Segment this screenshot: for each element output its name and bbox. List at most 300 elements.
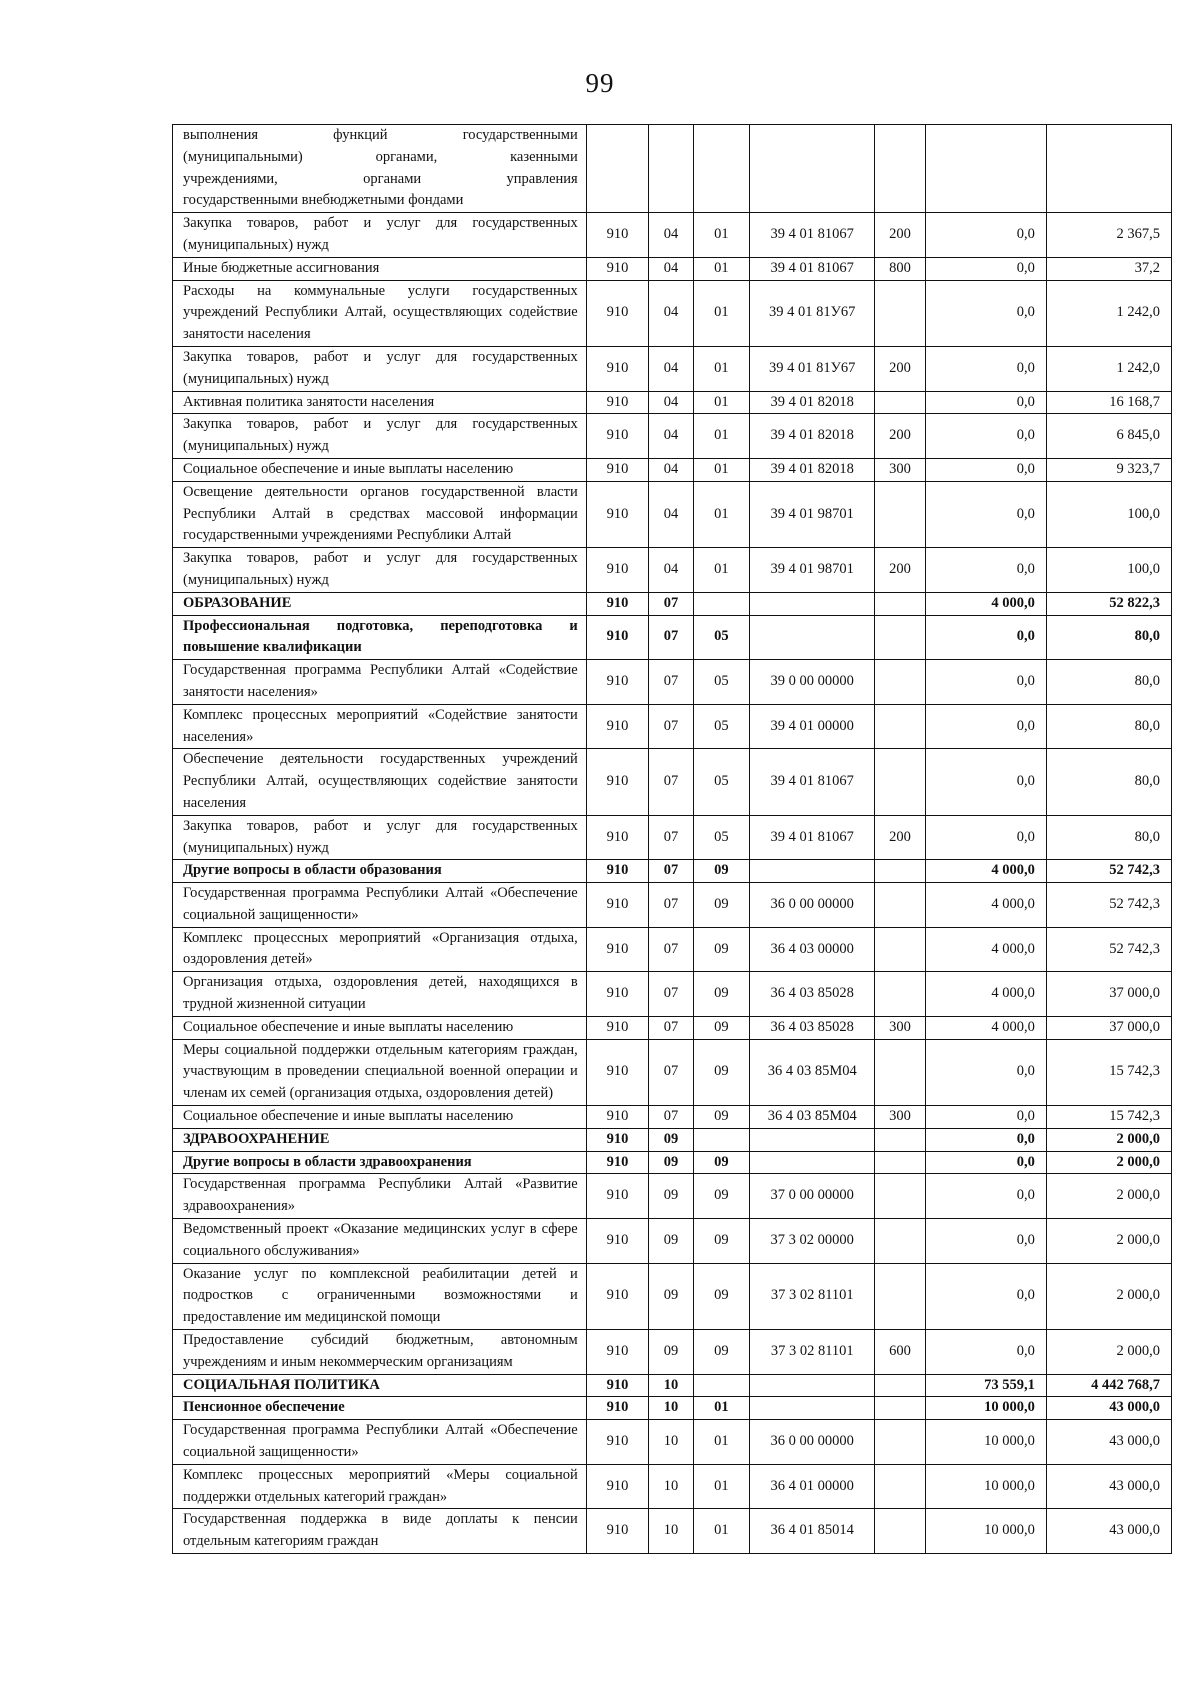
row-name: Другие вопросы в области здравоохранения bbox=[173, 1151, 587, 1174]
cell-vr bbox=[875, 1039, 925, 1105]
table-row bbox=[173, 346, 1172, 391]
cell-vr bbox=[875, 125, 925, 213]
cell-sum-1: 0,0 bbox=[925, 660, 1046, 705]
row-name: Государственная программа Республики Алтай «Содействие занятости населения» bbox=[173, 660, 587, 705]
cell-vr bbox=[875, 280, 925, 346]
table-row bbox=[173, 213, 1172, 258]
cell-sum-1: 0,0 bbox=[925, 280, 1046, 346]
cell-vr: 200 bbox=[875, 548, 925, 593]
cell-rz: 04 bbox=[649, 548, 693, 593]
table-row bbox=[173, 1397, 1172, 1420]
cell-pr bbox=[693, 1128, 750, 1151]
row-name: Социальное обеспечение и иные выплаты населению bbox=[173, 458, 587, 481]
cell-rz: 07 bbox=[649, 615, 693, 660]
cell-sum-2: 80,0 bbox=[1046, 660, 1171, 705]
cell-pr: 01 bbox=[693, 548, 750, 593]
cell-pr: 05 bbox=[693, 615, 750, 660]
cell-vr: 600 bbox=[875, 1330, 925, 1375]
cell-ved: 910 bbox=[586, 860, 649, 883]
cell-sum-1: 4 000,0 bbox=[925, 1016, 1046, 1039]
cell-ved: 910 bbox=[586, 1106, 649, 1129]
cell-pr: 01 bbox=[693, 280, 750, 346]
page-number: 99 bbox=[585, 68, 615, 98]
cell-sum-1: 10 000,0 bbox=[925, 1464, 1046, 1509]
cell-sum-2: 2 000,0 bbox=[1046, 1174, 1171, 1219]
cell-rz: 09 bbox=[649, 1128, 693, 1151]
cell-csr: 36 4 03 85028 bbox=[750, 1016, 875, 1039]
row-name: Закупка товаров, работ и услуг для государственных (муниципальных) нужд bbox=[173, 414, 587, 459]
cell-ved: 910 bbox=[586, 1128, 649, 1151]
cell-vr bbox=[875, 1464, 925, 1509]
table-row bbox=[173, 660, 1172, 705]
row-name-line: (муниципальными) органами, казенными bbox=[183, 148, 578, 165]
cell-csr: 36 4 03 85028 bbox=[750, 972, 875, 1017]
cell-rz: 07 bbox=[649, 592, 693, 615]
row-name: Закупка товаров, работ и услуг для государственных (муниципальных) нужд bbox=[173, 815, 587, 860]
cell-sum-2: 2 000,0 bbox=[1046, 1263, 1171, 1329]
cell-ved: 910 bbox=[586, 1219, 649, 1264]
cell-ved: 910 bbox=[586, 749, 649, 815]
row-name: Закупка товаров, работ и услуг для государственных (муниципальных) нужд bbox=[173, 548, 587, 593]
row-name: Расходы на коммунальные услуги государственных учреждений Республики Алтай, осуществляющих содействие занятости населения bbox=[173, 280, 587, 346]
cell-vr bbox=[875, 1397, 925, 1420]
cell-csr bbox=[750, 1397, 875, 1420]
cell-csr bbox=[750, 1128, 875, 1151]
table-row bbox=[173, 458, 1172, 481]
row-name: Закупка товаров, работ и услуг для государственных (муниципальных) нужд bbox=[173, 346, 587, 391]
cell-pr: 09 bbox=[693, 1263, 750, 1329]
cell-pr: 01 bbox=[693, 213, 750, 258]
cell-vr bbox=[875, 481, 925, 547]
cell-sum-1: 4 000,0 bbox=[925, 860, 1046, 883]
cell-rz: 10 bbox=[649, 1397, 693, 1420]
cell-sum-2: 2 000,0 bbox=[1046, 1151, 1171, 1174]
cell-ved: 910 bbox=[586, 1151, 649, 1174]
cell-csr: 37 3 02 00000 bbox=[750, 1219, 875, 1264]
row-name: Другие вопросы в области образования bbox=[173, 860, 587, 883]
row-name: Закупка товаров, работ и услуг для государственных (муниципальных) нужд bbox=[173, 213, 587, 258]
cell-ved: 910 bbox=[586, 815, 649, 860]
table-row bbox=[173, 1039, 1172, 1105]
cell-csr: 39 4 01 82018 bbox=[750, 414, 875, 459]
row-name: ОБРАЗОВАНИЕ bbox=[173, 592, 587, 615]
cell-pr: 09 bbox=[693, 883, 750, 928]
cell-sum-1 bbox=[925, 125, 1046, 213]
cell-ved: 910 bbox=[586, 972, 649, 1017]
cell-vr bbox=[875, 1374, 925, 1397]
cell-pr bbox=[693, 1374, 750, 1397]
cell-sum-2: 80,0 bbox=[1046, 704, 1171, 749]
budget-table bbox=[172, 124, 1172, 1554]
table-row bbox=[173, 391, 1172, 414]
table-row bbox=[173, 481, 1172, 547]
cell-sum-2: 37 000,0 bbox=[1046, 972, 1171, 1017]
cell-rz: 07 bbox=[649, 749, 693, 815]
cell-vr: 300 bbox=[875, 458, 925, 481]
cell-sum-2: 43 000,0 bbox=[1046, 1397, 1171, 1420]
row-name: Активная политика занятости населения bbox=[173, 391, 587, 414]
cell-pr: 01 bbox=[693, 346, 750, 391]
cell-csr: 39 4 01 81067 bbox=[750, 749, 875, 815]
table-row bbox=[173, 1374, 1172, 1397]
cell-rz: 09 bbox=[649, 1219, 693, 1264]
cell-sum-2: 80,0 bbox=[1046, 615, 1171, 660]
cell-ved: 910 bbox=[586, 1420, 649, 1465]
row-name: Организация отдыха, оздоровления детей, находящихся в трудной жизненной ситуации bbox=[173, 972, 587, 1017]
cell-ved bbox=[586, 125, 649, 213]
cell-vr: 200 bbox=[875, 346, 925, 391]
row-name: Предоставление субсидий бюджетным, автономным учреждениям и иным некоммерческим организациям bbox=[173, 1330, 587, 1375]
cell-vr bbox=[875, 704, 925, 749]
cell-rz: 07 bbox=[649, 704, 693, 749]
cell-sum-1: 0,0 bbox=[925, 1128, 1046, 1151]
cell-pr: 05 bbox=[693, 704, 750, 749]
cell-ved: 910 bbox=[586, 257, 649, 280]
table-row bbox=[173, 704, 1172, 749]
cell-csr: 39 4 01 81067 bbox=[750, 257, 875, 280]
table-row bbox=[173, 815, 1172, 860]
cell-ved: 910 bbox=[586, 1016, 649, 1039]
cell-rz: 10 bbox=[649, 1420, 693, 1465]
cell-pr: 01 bbox=[693, 1397, 750, 1420]
cell-sum-2: 2 367,5 bbox=[1046, 213, 1171, 258]
cell-sum-2: 15 742,3 bbox=[1046, 1106, 1171, 1129]
cell-vr bbox=[875, 1128, 925, 1151]
cell-rz: 07 bbox=[649, 860, 693, 883]
cell-ved: 910 bbox=[586, 660, 649, 705]
cell-vr bbox=[875, 927, 925, 972]
cell-ved: 910 bbox=[586, 1374, 649, 1397]
cell-vr bbox=[875, 1174, 925, 1219]
table-row bbox=[173, 125, 1172, 213]
cell-csr: 39 4 01 98701 bbox=[750, 481, 875, 547]
cell-pr: 09 bbox=[693, 1174, 750, 1219]
row-name: Оказание услуг по комплексной реабилитации детей и подростков с ограниченными возможностями и предоставление им медицинской помощи bbox=[173, 1263, 587, 1329]
cell-sum-2: 2 000,0 bbox=[1046, 1330, 1171, 1375]
cell-vr bbox=[875, 592, 925, 615]
cell-sum-2: 43 000,0 bbox=[1046, 1509, 1171, 1554]
table-row bbox=[173, 927, 1172, 972]
cell-csr: 36 4 03 00000 bbox=[750, 927, 875, 972]
cell-sum-1: 4 000,0 bbox=[925, 883, 1046, 928]
cell-sum-2: 80,0 bbox=[1046, 749, 1171, 815]
cell-pr: 09 bbox=[693, 1039, 750, 1105]
cell-rz: 04 bbox=[649, 481, 693, 547]
table-row bbox=[173, 1016, 1172, 1039]
cell-vr bbox=[875, 883, 925, 928]
cell-csr bbox=[750, 1374, 875, 1397]
row-name: Обеспечение деятельности государственных учреждений Республики Алтай, осуществляющих содействие занятости населения bbox=[173, 749, 587, 815]
table-row bbox=[173, 1464, 1172, 1509]
cell-ved: 910 bbox=[586, 1330, 649, 1375]
cell-csr: 39 4 01 82018 bbox=[750, 458, 875, 481]
cell-pr: 09 bbox=[693, 1330, 750, 1375]
cell-rz: 04 bbox=[649, 414, 693, 459]
cell-rz: 09 bbox=[649, 1174, 693, 1219]
budget-table-body bbox=[173, 125, 1172, 1554]
cell-sum-2: 52 822,3 bbox=[1046, 592, 1171, 615]
cell-pr: 09 bbox=[693, 972, 750, 1017]
cell-vr: 200 bbox=[875, 414, 925, 459]
row-name: Комплекс процессных мероприятий «Меры социальной поддержки отдельных категорий граждан» bbox=[173, 1464, 587, 1509]
table-row bbox=[173, 1219, 1172, 1264]
cell-sum-1: 0,0 bbox=[925, 458, 1046, 481]
cell-rz: 09 bbox=[649, 1330, 693, 1375]
cell-rz: 07 bbox=[649, 660, 693, 705]
cell-sum-2: 6 845,0 bbox=[1046, 414, 1171, 459]
cell-sum-2: 16 168,7 bbox=[1046, 391, 1171, 414]
cell-sum-1: 73 559,1 bbox=[925, 1374, 1046, 1397]
cell-csr bbox=[750, 860, 875, 883]
cell-vr: 300 bbox=[875, 1106, 925, 1129]
cell-csr: 37 3 02 81101 bbox=[750, 1263, 875, 1329]
table-row bbox=[173, 1509, 1172, 1554]
cell-sum-1: 0,0 bbox=[925, 1174, 1046, 1219]
table-row bbox=[173, 1174, 1172, 1219]
row-name: Государственная поддержка в виде доплаты к пенсии отдельным категориям граждан bbox=[173, 1509, 587, 1554]
row-name-line: учреждениями, органами управления bbox=[183, 170, 578, 187]
cell-sum-2: 2 000,0 bbox=[1046, 1128, 1171, 1151]
cell-pr: 01 bbox=[693, 1464, 750, 1509]
row-name-line: государственными внебюджетными фондами bbox=[183, 192, 464, 209]
cell-vr bbox=[875, 749, 925, 815]
row-name-cell bbox=[173, 125, 587, 213]
cell-csr: 36 4 01 85014 bbox=[750, 1509, 875, 1554]
cell-sum-2: 1 242,0 bbox=[1046, 346, 1171, 391]
cell-sum-1: 0,0 bbox=[925, 1263, 1046, 1329]
cell-pr: 09 bbox=[693, 1219, 750, 1264]
cell-sum-2: 37 000,0 bbox=[1046, 1016, 1171, 1039]
cell-ved: 910 bbox=[586, 927, 649, 972]
cell-pr: 09 bbox=[693, 860, 750, 883]
row-name: Государственная программа Республики Алтай «Обеспечение социальной защищенности» bbox=[173, 1420, 587, 1465]
cell-ved: 910 bbox=[586, 704, 649, 749]
cell-csr: 36 4 01 00000 bbox=[750, 1464, 875, 1509]
cell-csr: 37 3 02 81101 bbox=[750, 1330, 875, 1375]
cell-sum-2: 80,0 bbox=[1046, 815, 1171, 860]
cell-ved: 910 bbox=[586, 1174, 649, 1219]
cell-rz: 10 bbox=[649, 1374, 693, 1397]
table-row bbox=[173, 257, 1172, 280]
cell-vr bbox=[875, 660, 925, 705]
cell-sum-2: 100,0 bbox=[1046, 548, 1171, 593]
row-name: Государственная программа Республики Алтай «Обеспечение социальной защищенности» bbox=[173, 883, 587, 928]
row-name: Профессиональная подготовка, переподготовка и повышение квалификации bbox=[173, 615, 587, 660]
cell-rz: 10 bbox=[649, 1464, 693, 1509]
cell-vr: 200 bbox=[875, 815, 925, 860]
cell-pr: 01 bbox=[693, 391, 750, 414]
row-name: СОЦИАЛЬНАЯ ПОЛИТИКА bbox=[173, 1374, 587, 1397]
cell-vr bbox=[875, 972, 925, 1017]
cell-csr bbox=[750, 125, 875, 213]
cell-csr: 36 4 03 85М04 bbox=[750, 1039, 875, 1105]
cell-pr: 01 bbox=[693, 458, 750, 481]
cell-ved: 910 bbox=[586, 346, 649, 391]
cell-sum-2 bbox=[1046, 125, 1171, 213]
cell-csr: 36 4 03 85М04 bbox=[750, 1106, 875, 1129]
cell-sum-2: 9 323,7 bbox=[1046, 458, 1171, 481]
cell-csr: 39 0 00 00000 bbox=[750, 660, 875, 705]
cell-ved: 910 bbox=[586, 1464, 649, 1509]
cell-rz: 10 bbox=[649, 1509, 693, 1554]
cell-sum-2: 52 742,3 bbox=[1046, 927, 1171, 972]
table-row bbox=[173, 749, 1172, 815]
table-row bbox=[173, 1420, 1172, 1465]
cell-sum-1: 10 000,0 bbox=[925, 1509, 1046, 1554]
cell-pr: 01 bbox=[693, 481, 750, 547]
cell-sum-2: 1 242,0 bbox=[1046, 280, 1171, 346]
cell-sum-2: 2 000,0 bbox=[1046, 1219, 1171, 1264]
cell-rz: 04 bbox=[649, 346, 693, 391]
table-row bbox=[173, 615, 1172, 660]
cell-sum-1: 10 000,0 bbox=[925, 1420, 1046, 1465]
cell-sum-1: 0,0 bbox=[925, 481, 1046, 547]
cell-sum-2: 43 000,0 bbox=[1046, 1464, 1171, 1509]
cell-pr: 01 bbox=[693, 1420, 750, 1465]
cell-sum-2: 4 442 768,7 bbox=[1046, 1374, 1171, 1397]
cell-sum-1: 0,0 bbox=[925, 1039, 1046, 1105]
cell-vr bbox=[875, 615, 925, 660]
cell-pr bbox=[693, 592, 750, 615]
cell-rz: 04 bbox=[649, 280, 693, 346]
cell-rz: 07 bbox=[649, 883, 693, 928]
cell-ved: 910 bbox=[586, 1263, 649, 1329]
cell-sum-1: 0,0 bbox=[925, 1106, 1046, 1129]
cell-rz: 04 bbox=[649, 458, 693, 481]
cell-ved: 910 bbox=[586, 458, 649, 481]
cell-sum-1: 0,0 bbox=[925, 346, 1046, 391]
cell-ved: 910 bbox=[586, 592, 649, 615]
row-name: Ведомственный проект «Оказание медицинских услуг в сфере социального обслуживания» bbox=[173, 1219, 587, 1264]
table-row bbox=[173, 592, 1172, 615]
cell-ved: 910 bbox=[586, 414, 649, 459]
cell-csr: 39 4 01 81У67 bbox=[750, 346, 875, 391]
cell-sum-1: 0,0 bbox=[925, 615, 1046, 660]
cell-csr bbox=[750, 592, 875, 615]
cell-ved: 910 bbox=[586, 213, 649, 258]
cell-pr: 05 bbox=[693, 660, 750, 705]
table-row bbox=[173, 414, 1172, 459]
cell-ved: 910 bbox=[586, 883, 649, 928]
cell-vr: 300 bbox=[875, 1016, 925, 1039]
cell-csr: 39 4 01 81067 bbox=[750, 213, 875, 258]
cell-rz: 07 bbox=[649, 1039, 693, 1105]
table-row bbox=[173, 883, 1172, 928]
row-name: Меры социальной поддержки отдельным категориям граждан, участвующим в проведении специальной военной операции и членам их семей (организация отдыха, оздоровления детей) bbox=[173, 1039, 587, 1105]
cell-rz: 04 bbox=[649, 257, 693, 280]
cell-rz: 09 bbox=[649, 1151, 693, 1174]
table-row bbox=[173, 1106, 1172, 1129]
cell-ved: 910 bbox=[586, 1397, 649, 1420]
cell-ved: 910 bbox=[586, 548, 649, 593]
cell-ved: 910 bbox=[586, 1039, 649, 1105]
row-name: ЗДРАВООХРАНЕНИЕ bbox=[173, 1128, 587, 1151]
cell-csr: 36 0 00 00000 bbox=[750, 883, 875, 928]
cell-vr bbox=[875, 1263, 925, 1329]
cell-csr: 36 0 00 00000 bbox=[750, 1420, 875, 1465]
cell-sum-2: 100,0 bbox=[1046, 481, 1171, 547]
cell-rz: 07 bbox=[649, 972, 693, 1017]
row-name: Социальное обеспечение и иные выплаты населению bbox=[173, 1106, 587, 1129]
cell-sum-2: 52 742,3 bbox=[1046, 860, 1171, 883]
cell-pr: 09 bbox=[693, 1151, 750, 1174]
cell-sum-1: 0,0 bbox=[925, 414, 1046, 459]
cell-csr: 39 4 01 00000 bbox=[750, 704, 875, 749]
cell-sum-1: 0,0 bbox=[925, 548, 1046, 593]
cell-pr: 09 bbox=[693, 1016, 750, 1039]
table-row bbox=[173, 860, 1172, 883]
cell-csr bbox=[750, 615, 875, 660]
table-row bbox=[173, 1263, 1172, 1329]
cell-vr bbox=[875, 1219, 925, 1264]
cell-sum-1: 0,0 bbox=[925, 815, 1046, 860]
table-row bbox=[173, 972, 1172, 1017]
cell-pr: 01 bbox=[693, 414, 750, 459]
cell-rz: 04 bbox=[649, 391, 693, 414]
cell-sum-2: 43 000,0 bbox=[1046, 1420, 1171, 1465]
cell-csr: 39 4 01 81У67 bbox=[750, 280, 875, 346]
cell-ved: 910 bbox=[586, 615, 649, 660]
table-row bbox=[173, 1128, 1172, 1151]
cell-pr: 01 bbox=[693, 257, 750, 280]
cell-sum-1: 0,0 bbox=[925, 213, 1046, 258]
cell-vr bbox=[875, 1420, 925, 1465]
cell-pr: 09 bbox=[693, 927, 750, 972]
cell-sum-1: 4 000,0 bbox=[925, 592, 1046, 615]
row-name-line: выполнения функций государственными bbox=[183, 127, 578, 143]
cell-sum-1: 4 000,0 bbox=[925, 927, 1046, 972]
cell-sum-1: 0,0 bbox=[925, 1219, 1046, 1264]
table-row bbox=[173, 1151, 1172, 1174]
row-name: Социальное обеспечение и иные выплаты населению bbox=[173, 1016, 587, 1039]
cell-pr: 05 bbox=[693, 749, 750, 815]
cell-sum-1: 0,0 bbox=[925, 749, 1046, 815]
table-row bbox=[173, 1330, 1172, 1375]
cell-ved: 910 bbox=[586, 481, 649, 547]
row-name: Комплекс процессных мероприятий «Содействие занятости населения» bbox=[173, 704, 587, 749]
cell-sum-2: 37,2 bbox=[1046, 257, 1171, 280]
row-name: Государственная программа Республики Алтай «Развитие здравоохранения» bbox=[173, 1174, 587, 1219]
cell-vr bbox=[875, 1509, 925, 1554]
cell-pr: 05 bbox=[693, 815, 750, 860]
cell-sum-1: 0,0 bbox=[925, 704, 1046, 749]
cell-vr bbox=[875, 391, 925, 414]
cell-sum-2: 15 742,3 bbox=[1046, 1039, 1171, 1105]
cell-vr bbox=[875, 860, 925, 883]
cell-rz: 04 bbox=[649, 213, 693, 258]
cell-rz: 07 bbox=[649, 815, 693, 860]
cell-sum-1: 0,0 bbox=[925, 257, 1046, 280]
cell-rz: 09 bbox=[649, 1263, 693, 1329]
cell-rz: 07 bbox=[649, 1106, 693, 1129]
cell-pr: 09 bbox=[693, 1106, 750, 1129]
cell-pr bbox=[693, 125, 750, 213]
cell-rz: 07 bbox=[649, 927, 693, 972]
cell-sum-1: 4 000,0 bbox=[925, 972, 1046, 1017]
cell-csr: 39 4 01 98701 bbox=[750, 548, 875, 593]
cell-sum-1: 10 000,0 bbox=[925, 1397, 1046, 1420]
cell-csr: 39 4 01 82018 bbox=[750, 391, 875, 414]
cell-sum-1: 0,0 bbox=[925, 1330, 1046, 1375]
cell-vr: 200 bbox=[875, 213, 925, 258]
cell-pr: 01 bbox=[693, 1509, 750, 1554]
cell-ved: 910 bbox=[586, 391, 649, 414]
row-name: Комплекс процессных мероприятий «Организация отдыха, оздоровления детей» bbox=[173, 927, 587, 972]
cell-rz bbox=[649, 125, 693, 213]
cell-vr: 800 bbox=[875, 257, 925, 280]
cell-rz: 07 bbox=[649, 1016, 693, 1039]
row-name: Освещение деятельности органов государственной власти Республики Алтай в средствах массовой информации государственными учреждениями Республики Алтай bbox=[173, 481, 587, 547]
